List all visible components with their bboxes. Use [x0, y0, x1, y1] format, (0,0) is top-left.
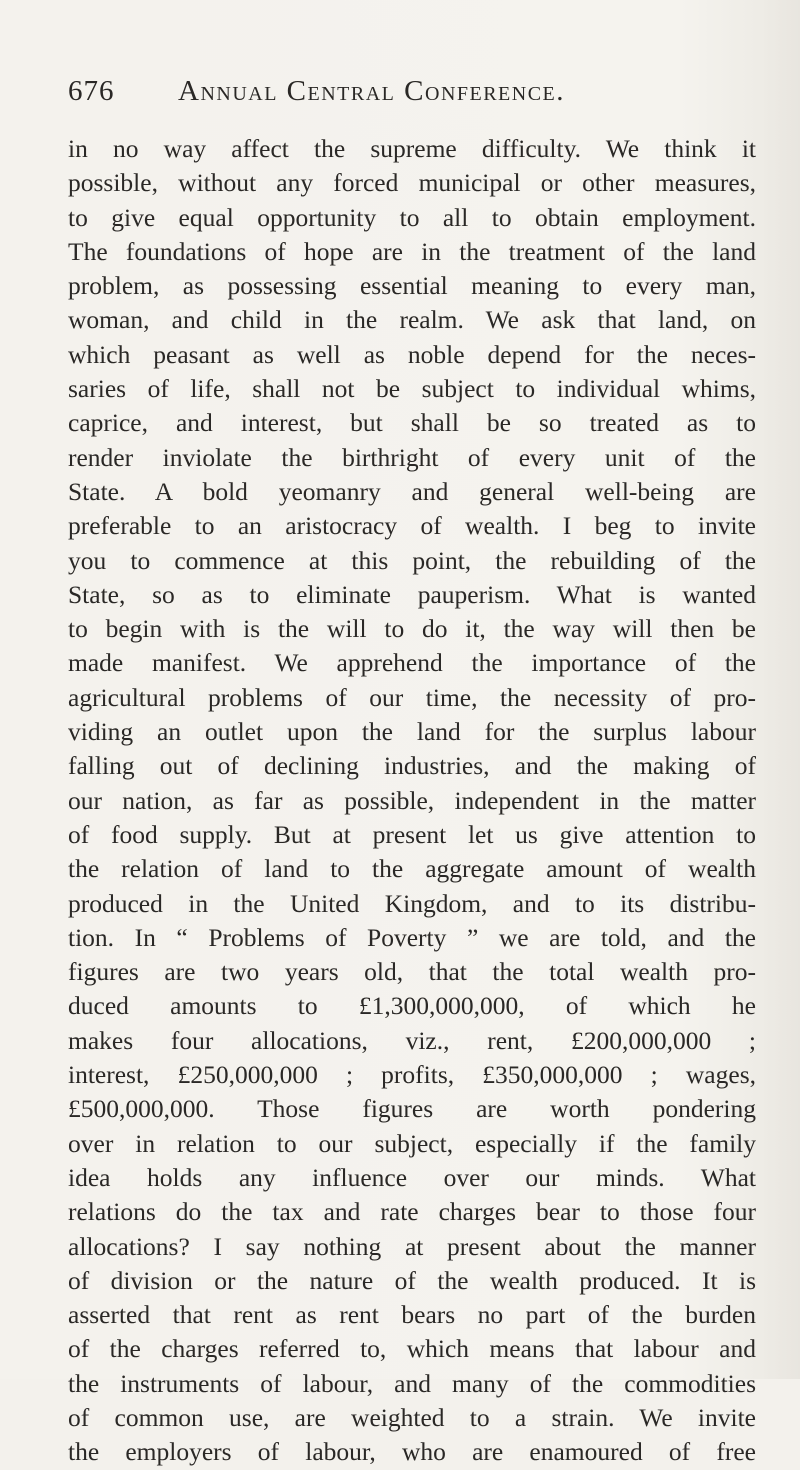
text-line: of food supply. But at present let us give attention to — [68, 819, 756, 849]
text-line: of common use, are weighted to a strain. We invite — [68, 1402, 756, 1432]
text-line: problem, as possessing essential meaning to every man, — [68, 271, 756, 301]
text-line: State. A bold yeomanry and general well-being are — [68, 476, 756, 506]
text-line: which peasant as well as noble depend for the neces- — [68, 339, 756, 369]
text-line: duced amounts to £1,300,000,000, of which he — [68, 991, 756, 1021]
text-line: falling out of declining industries, and the making of — [68, 751, 756, 781]
text-line: saries of life, shall not be subject to individual whims, — [68, 374, 756, 404]
text-line: viding an outlet upon the land for the surplus labour — [68, 717, 756, 747]
text-line: of division or the nature of the wealth produced. It is — [68, 1265, 756, 1295]
text-line: caprice, and interest, but shall be so treated as to — [68, 408, 756, 438]
text-line: woman, and child in the realm. We ask that land, on — [68, 305, 756, 335]
text-line: the instruments of labour, and many of the commodities — [68, 1368, 756, 1398]
text-line: tion. In “ Problems of Poverty ” we are told, and the — [68, 922, 756, 952]
text-line: asserted that rent as rent bears no part of the burden — [68, 1300, 756, 1330]
text-line: produced in the United Kingdom, and to its distribu- — [68, 888, 756, 918]
body-text — [68, 132, 756, 1470]
text-line: render inviolate the birthright of every unit of the — [68, 442, 756, 472]
text-line: to begin with is the will to do it, the way will then be — [68, 614, 756, 644]
text-line: in no way affect the supreme difficulty. We think it — [68, 134, 756, 163]
text-line: possible, without any forced municipal or other measures, — [68, 168, 756, 198]
text-line: figures are two years old, that the total wealth pro- — [68, 957, 756, 987]
page-header — [68, 75, 728, 115]
text-line: allocations? I say nothing at present about the manner — [68, 1231, 756, 1261]
text-line: makes four allocations, viz., rent, £200,000,000 ; — [68, 1025, 756, 1055]
text-line: agricultural problems of our time, the necessity of pro- — [68, 682, 756, 712]
text-line: interest, £250,000,000 ; profits, £350,000,000 ; wages, — [68, 1060, 756, 1090]
running-head: Annual Central Conference. — [178, 75, 566, 107]
text-line: to give equal opportunity to all to obtain employment. — [68, 202, 756, 232]
text-line: of the charges referred to, which means that labour and — [68, 1334, 756, 1364]
text-line: The foundations of hope are in the treatment of the land — [68, 236, 756, 266]
page-number: 676 — [68, 75, 115, 107]
text-line: you to commence at this point, the rebuilding of the — [68, 545, 756, 575]
text-line: £500,000,000. Those figures are worth pondering — [68, 1094, 756, 1124]
text-line: the employers of labour, who are enamoured of free — [68, 1437, 756, 1467]
text-line: our nation, as far as possible, independent in the matter — [68, 785, 756, 815]
text-line: over in relation to our subject, especially if the family — [68, 1128, 756, 1158]
text-line: State, so as to eliminate pauperism. What is wanted — [68, 579, 756, 609]
text-line: made manifest. We apprehend the importance of the — [68, 648, 756, 678]
text-line: relations do the tax and rate charges bear to those four — [68, 1197, 756, 1227]
text-line: idea holds any influence over our minds. What — [68, 1162, 756, 1192]
text-line: preferable to an aristocracy of wealth. I beg to invite — [68, 511, 756, 541]
text-line: the relation of land to the aggregate amount of wealth — [68, 854, 756, 884]
